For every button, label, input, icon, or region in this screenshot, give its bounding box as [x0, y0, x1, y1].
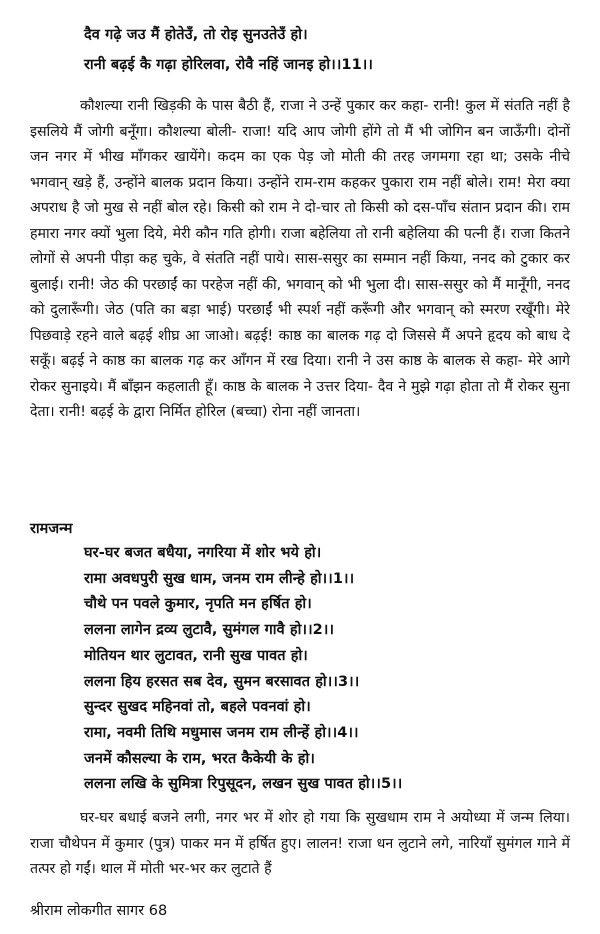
song-line-7: सुन्दर सुखद महिनवां तो, बहले पवनवां हो।	[84, 699, 311, 715]
song-line-9: जनमें कौसल्या के राम, भरत कैकेयी के हो।	[84, 751, 315, 767]
song-line-4: ललना लागेन द्रव्य लुटावै, सुमंगल गावै हो।।2।।	[84, 622, 335, 638]
song-line-6: ललना हिय हरसत सब देव, सुमन बरसावत हो।।3।।	[84, 674, 360, 690]
section-heading-ramjanm: रामजन्म	[30, 521, 73, 537]
verse-line-1: दैव गढ़े जउ मैं होतेउँ, तो रोइ सुनउतेउँ हो।	[84, 27, 308, 43]
paragraph-kaushalya: कौशल्या रानी खिड़की के पास बैठी हैं, राजा ने उन्हें पुकार कर कहा- रानी! कुल में संतति नहीं है इसलिये मैं जोगी बनूँगा। कौशल्या बोली- राजा! यदि आप जोगी होंगे तो मैं भी जोगिन बन जाऊँगी। दोनों जन नगर में भीख माँगकर खायेंगे। कदम का एक पेड़ जो मोती की तरह जगमगा रहा था; उसके नीचे भगवान् खड़े हैं, उन्होंने बालक प्रदान किया। उन्होंने राम-राम कहकर पुकारा राम नहीं बोले। राम! मेरा क्या अपराध है जो मुख से नहीं बोल रहे। किसी को राम ने दो-चार तो किसी को दस-पाँच संतान प्रदान की। राम हमारा नगर क्यों भुला दिये, मेरी कौन गति होगी। राजा बहेलिया तो रानी बहेलिया की पत्नी हैं। राजा कितने लोगों से अपनी पीड़ा कह चुके, वे संतति नहीं पाये। सास-ससुर का सम्मान नहीं किया, ननद को टुकार कर बुलाई। रानी! जेठ की परछाईं का परहेज नहीं की, भगवान् को भी भुला दी। सास-ससुर को मैं मानूँगी, ननद को दुलारूँगी। जेठ (पति का बड़ा भाई) परछाईं भी स्पर्श नहीं करूँगी और भगवान् को स्मरण रखूँगी। मेरे पिछवाड़े रहने वाले बढ़ई शीघ्र आ जाओ। बढ़ई! काष्ठ का बालक गढ़ दो जिससे मैं अपने हृदय को बाध दे सकूँ। बढ़ई ने काष्ठ का बालक गढ़ कर आँगन में रख दिया। रानी ने उस काष्ठ के बालक से कहा- मेरे आगे रोकर सुनाइये। मैं बाँझन कहलाती हूँ। काष्ठ के बालक ने उत्तर दिया- दैव ने मुझे गढ़ा होता तो मैं रोकर सुना देता। रानी! बढ़ई के द्वारा निर्मित होरिल (बच्चा) रोना नहीं जानता।	[30, 98, 570, 420]
song-line-2: रामा अवधपुरी सुख धाम, जनम राम लीन्हे हो।।1।।	[84, 571, 355, 587]
verse-line-2: रानी बढ़ई कै गढ़ा होरिलवा, रोवै नहिं जानइ हो।।11।।	[84, 57, 373, 73]
song-line-1: घर-घर बजत बधैया, नगरिया में शोर भये हो।	[84, 545, 322, 561]
song-line-10: ललना लखि के सुमित्रा रिपुसूदन, लखन सुख पावत हो।।5।।	[84, 776, 403, 792]
paragraph-ramjanm-meaning: घर-घर बधाई बजने लगी, नगर भर में शोर हो गया कि सुखधाम राम ने अयोध्या में जन्म लिया। राजा चौथेपन में कुमार (पुत्र) पाकर मन में हर्षित हुए। लालन! राजा धन लुटाने लगे, नारियाँ सुमंगल गाने में तत्पर हो गईं। थाल में मोती भर-भर कर लुटाते हैं	[30, 810, 570, 877]
song-line-5: मोतियन थार लुटावत, रानी सुख पावत हो।	[84, 648, 308, 664]
song-line-3: चौथे पन पवले कुमार, नृपति मन हर्षित हो।	[84, 596, 312, 612]
song-line-8: रामा, नवमी तिथि मधुमास जनम राम लीन्हें हो।।4।।	[84, 725, 359, 741]
page-footer: श्रीराम लोकगीत सागर 68	[30, 903, 168, 919]
